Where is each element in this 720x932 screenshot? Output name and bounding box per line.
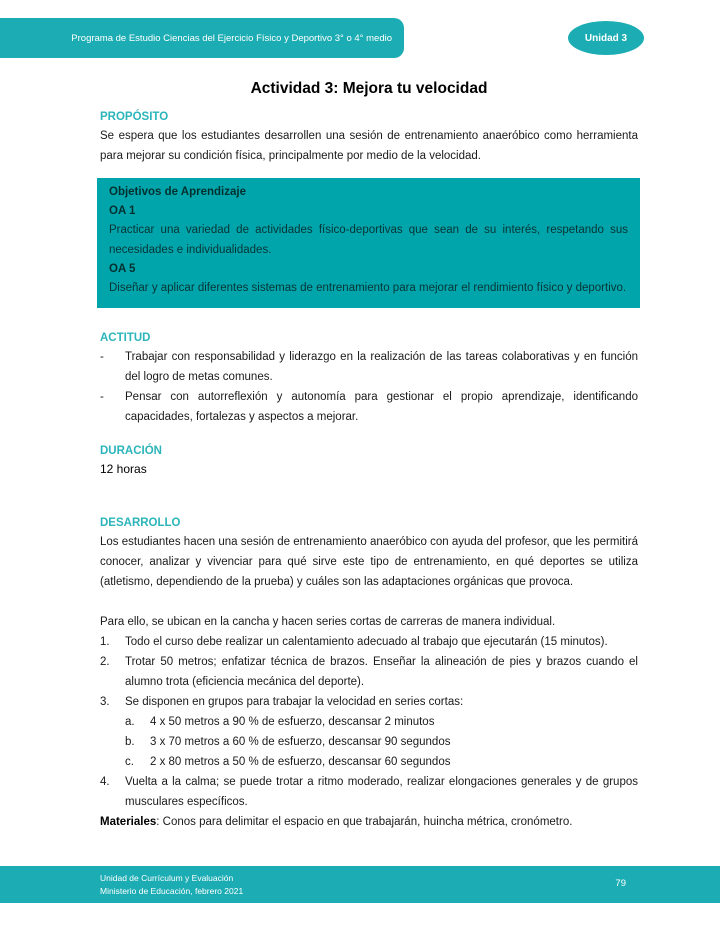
step-text: Trotar 50 metros; enfatizar técnica de brazos. Enseñar la alineación de pies y brazos cuando el alumno trota (eficiencia mecánica del deporte). — [125, 655, 638, 688]
step-text: Vuelta a la calma; se puede trotar a ritmo moderado, realizar elongaciones generales y de grupos musculares específicos. — [125, 775, 638, 808]
header-program-label: Programa de Estudio Ciencias del Ejercicio Físico y Deportivo 3° o 4° medio — [71, 32, 392, 44]
actitud-heading: ACTITUD — [100, 331, 151, 344]
step-item — [100, 692, 638, 712]
footer-bar — [0, 866, 720, 903]
series-letter: c. — [125, 755, 134, 768]
step-text: Se disponen en grupos para trabajar la velocidad en series cortas: — [125, 695, 464, 708]
series-item — [125, 752, 638, 772]
bullet-dash: - — [100, 390, 104, 403]
actitud-bullet-text: Trabajar con responsabilidad y liderazgo en la realización de las tareas colaborativas y en función del logro de metas comunes. — [125, 350, 638, 383]
duracion-heading: DURACIÓN — [100, 444, 162, 457]
duracion-section — [100, 442, 638, 479]
step-number: 1. — [100, 635, 110, 648]
step-text: Todo el curso debe realizar un calentamiento adecuado al trabajo que ejecutarán (15 minutos). — [125, 635, 608, 648]
proposito-heading: PROPÓSITO — [100, 111, 169, 123]
oa1-text: Practicar una variedad de actividades físico-deportivas que sean de su interés, respetando sus necesidades e individualidades. — [109, 224, 628, 256]
footer-org-line1: Unidad de Currículum y Evaluación — [100, 873, 234, 883]
materiales-text: : Conos para delimitar el espacio en que trabajarán, huincha métrica, cronómetro. — [156, 815, 573, 828]
materiales-label: Materiales — [100, 815, 157, 828]
unit-badge-label: Unidad 3 — [584, 32, 628, 44]
series-item — [125, 732, 638, 752]
objectives-box — [97, 178, 640, 308]
series-item — [125, 712, 638, 732]
materiales-line — [100, 812, 638, 832]
series-text: 4 x 50 metros a 90 % de esfuerzo, descansar 2 minutos — [150, 715, 435, 728]
footer-org — [100, 872, 243, 897]
objectives-heading: Objetivos de Aprendizaje — [109, 186, 246, 198]
oa1-code: OA 1 — [109, 205, 136, 217]
desarrollo-heading: DESARROLLO — [100, 516, 181, 529]
footer-org-line2: Ministerio de Educación, febrero 2021 — [100, 885, 244, 896]
oa5-code: OA 5 — [109, 263, 136, 275]
proposito-text: Se espera que los estudiantes desarrollen una sesión de entrenamiento anaeróbico como herramienta para mejorar su condición física, principalmente por medio de la velocidad. — [100, 130, 638, 162]
header-program-bar — [0, 18, 404, 58]
series-text: 2 x 80 metros a 50 % de esfuerzo, descansar 60 segundos — [150, 755, 451, 768]
footer-page-number: 79 — [615, 878, 626, 890]
series-letter: b. — [125, 735, 135, 748]
step-number: 3. — [100, 695, 110, 708]
step-number: 4. — [100, 775, 110, 788]
bullet-dash: - — [100, 350, 104, 363]
page-content — [100, 80, 638, 832]
actitud-bullet — [100, 387, 638, 427]
desarrollo-setup: Para ello, se ubican en la cancha y hacen series cortas de carreras de manera individual. — [100, 615, 556, 628]
actitud-bullet — [100, 347, 638, 387]
desarrollo-section — [100, 514, 638, 832]
step-item — [100, 652, 638, 692]
actitud-section — [100, 329, 638, 427]
oa5-text: Diseñar y aplicar diferentes sistemas de entrenamiento para mejorar el rendimiento físico y deportivo. — [109, 282, 627, 294]
actitud-bullet-text: Pensar con autorreflexión y autonomía para gestionar el propio aprendizaje, identificando capacidades, fortalezas y aspectos a mejorar. — [125, 390, 638, 423]
unit-badge — [568, 21, 644, 55]
activity-title: Actividad 3: Mejora tu velocidad — [250, 80, 488, 97]
series-text: 3 x 70 metros a 60 % de esfuerzo, descansar 90 segundos — [150, 735, 451, 748]
series-letter: a. — [125, 715, 135, 728]
step-number: 2. — [100, 655, 110, 668]
duracion-value: 12 horas — [100, 461, 147, 476]
desarrollo-intro: Los estudiantes hacen una sesión de entrenamiento anaeróbico con ayuda del profesor, que les permitirá conocer, analizar y vivenciar para qué sirve este tipo de entrenamiento, en qué deportes se utiliza (atletismo, dependiendo de la prueba) y cuáles son las adaptaciones orgánicas que provoca. — [100, 535, 638, 588]
step-item — [100, 772, 638, 812]
step-item — [100, 632, 638, 652]
